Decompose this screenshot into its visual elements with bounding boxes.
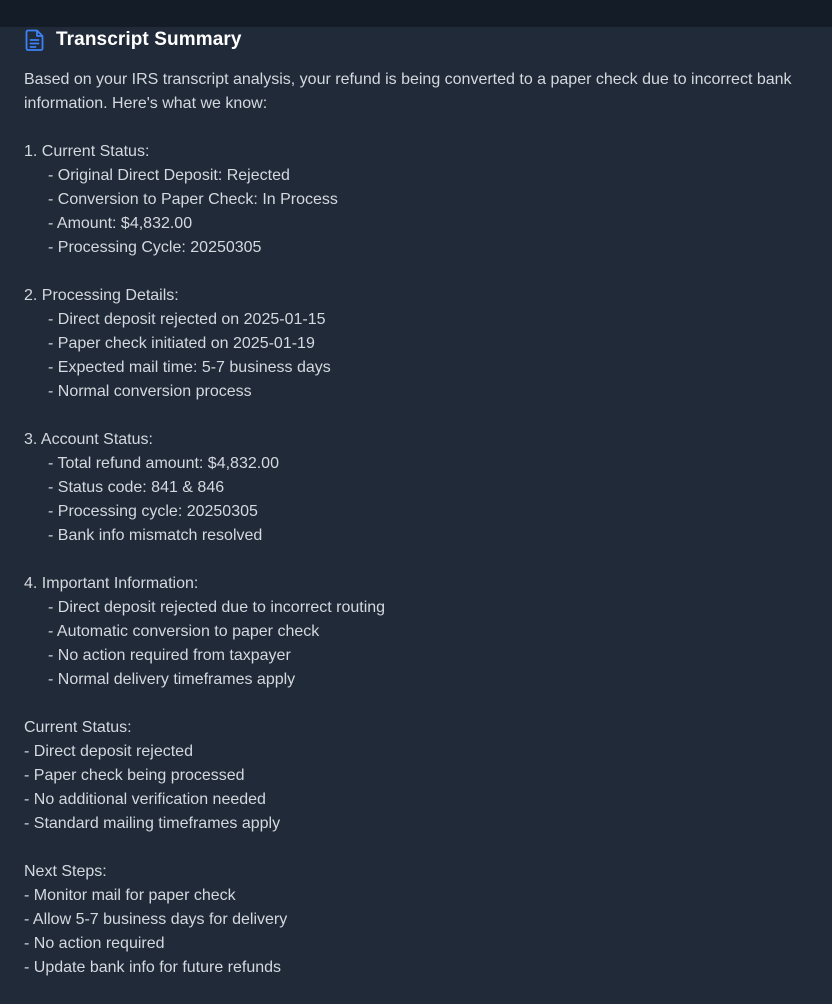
list-item: - Total refund amount: $4,832.00 <box>48 455 279 472</box>
section-important-information <box>24 572 814 692</box>
list-item: - Amount: $4,832.00 <box>48 215 193 232</box>
current-status-summary <box>24 716 814 836</box>
section-heading: Current Status: <box>24 719 132 736</box>
list-item: - Allow 5-7 business days for delivery <box>24 911 288 928</box>
list-item: - Direct deposit rejected due to incorrect routing <box>48 599 386 616</box>
section-account-status <box>24 428 814 548</box>
list-item: - Automatic conversion to paper check <box>48 623 320 640</box>
intro-paragraph: Based on your IRS transcript analysis, your refund is being converted to a paper check due to incorrect bank information. Here's what we know: <box>24 71 792 112</box>
section-current-status <box>24 140 814 260</box>
list-item: - Bank info mismatch resolved <box>48 527 263 544</box>
list-item: - Normal delivery timeframes apply <box>48 671 296 688</box>
list-item: - Conversion to Paper Check: In Process <box>48 191 338 208</box>
list-item: - No action required from taxpayer <box>48 647 291 664</box>
list-item: - No additional verification needed <box>24 791 266 808</box>
section-heading: 1. Current Status: <box>24 143 150 160</box>
summary-title: Transcript Summary <box>56 29 242 50</box>
list-item: - Processing Cycle: 20250305 <box>48 239 262 256</box>
list-item: - Original Direct Deposit: Rejected <box>48 167 290 184</box>
document-icon <box>25 29 45 51</box>
summary-content <box>24 68 814 980</box>
summary-header <box>25 27 242 53</box>
next-steps <box>24 860 814 980</box>
list-item: - Status code: 841 & 846 <box>48 479 225 496</box>
top-bar <box>0 0 832 28</box>
section-heading: 4. Important Information: <box>24 575 199 592</box>
list-item: - Paper check initiated on 2025-01-19 <box>48 335 315 352</box>
list-item: - Update bank info for future refunds <box>24 959 282 976</box>
list-item: - No action required <box>24 935 165 952</box>
list-item: - Processing cycle: 20250305 <box>48 503 258 520</box>
list-item: - Direct deposit rejected <box>24 743 193 760</box>
list-item: - Direct deposit rejected on 2025-01-15 <box>48 311 326 328</box>
section-heading: Next Steps: <box>24 863 107 880</box>
list-item: - Standard mailing timeframes apply <box>24 815 281 832</box>
section-heading: 2. Processing Details: <box>24 287 179 304</box>
section-processing-details <box>24 284 814 404</box>
list-item: - Normal conversion process <box>48 383 252 400</box>
list-item: - Expected mail time: 5-7 business days <box>48 359 331 376</box>
transcript-summary-card <box>0 27 832 1004</box>
list-item: - Paper check being processed <box>24 767 245 784</box>
section-heading: 3. Account Status: <box>24 431 153 448</box>
list-item: - Monitor mail for paper check <box>24 887 236 904</box>
